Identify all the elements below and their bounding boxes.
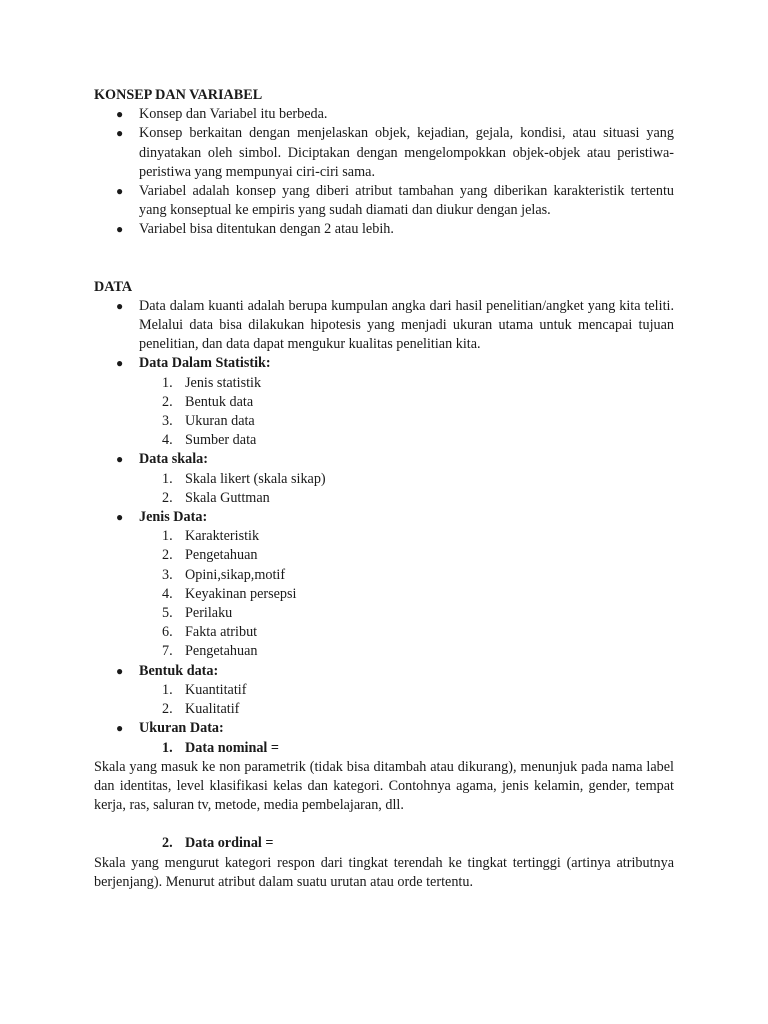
list-item: 1. Skala likert (skala sikap): [162, 470, 326, 487]
bullet-icon: ●: [116, 184, 124, 199]
spacer: [94, 815, 674, 834]
list-item: 1. Karakteristik: [162, 528, 260, 545]
list-item: 2. Data ordinal =: [162, 835, 274, 852]
data-bullet-list: [94, 297, 674, 374]
skala-bullet: [94, 450, 674, 469]
bentuk-bullet: [94, 662, 674, 681]
list-item: 6. Fakta atribut: [162, 624, 258, 641]
list-item: ● Jenis Data:: [94, 508, 674, 527]
list-item: ● Konsep berkaitan dengan menjelaskan objek, kejadian, gejala, kondisi, atau situasi yang dinyatakan oleh simbol. Diciptakan dengan mengelompokkan objek-objek atau peristiwa-peristiwa yang mempunyai ciri-ciri sama.: [116, 125, 674, 180]
section-title-konsep: KONSEP DAN VARIABEL: [94, 87, 263, 103]
statistik-numbered-list: [94, 374, 674, 451]
ukuran-bullet: [94, 719, 674, 738]
spacer: [94, 240, 674, 278]
list-item: 2. Skala Guttman: [162, 489, 270, 506]
bullet-icon: ●: [116, 356, 124, 371]
list-item: 2. Kualitatif: [162, 701, 240, 718]
list-item: ● Data dalam kuanti adalah berupa kumpulan angka dari hasil penelitian/angket yang kita teliti. Melalui data bisa dilakukan hipotesis yang menjadi ukuran utama untuk mencapai tujuan penelitian, dan data dapat mengukur kualitas penelitian kita.: [116, 297, 674, 353]
list-item: 3. Opini,sikap,motif: [162, 566, 286, 583]
bentuk-numbered-list: [94, 681, 674, 719]
list-item: 2. Bentuk data: [162, 393, 254, 410]
nominal-description: Skala yang masuk ke non parametrik (tidak bisa ditambah atau dikurang), menunjuk pada nama label dan identitas, level klasifikasi kelas dan kategori. Contohnya agama, jenis kelamin, gender, tempat kerja, ras, saluran tv, metode, media pembelajaran, dll.: [94, 758, 674, 814]
konsep-bullet-list: [94, 105, 674, 239]
bullet-icon: ●: [116, 107, 124, 122]
list-item: 1. Jenis statistik: [162, 374, 262, 391]
bullet-icon: ●: [116, 222, 124, 237]
list-item: ● Ukuran Data:: [94, 719, 674, 738]
list-item: 2. Pengetahuan: [162, 547, 258, 564]
skala-numbered-list: [94, 470, 674, 508]
list-item: 5. Perilaku: [162, 605, 233, 622]
jenis-bullet: [94, 508, 674, 527]
list-item: 4. Sumber data: [162, 432, 257, 449]
bullet-icon: ●: [116, 126, 124, 141]
bullet-icon: ●: [116, 298, 124, 313]
list-item: 7. Pengetahuan: [162, 643, 258, 660]
ukuran-ordinal-heading: [94, 834, 674, 853]
list-item: 4. Keyakinan persepsi: [162, 585, 297, 602]
list-item: ● Variabel adalah konsep yang diberi atribut tambahan yang diberikan karakteristik tertentu yang konseptual ke empiris yang sudah diamati dan diukur dengan jelas.: [116, 183, 674, 219]
list-item: ● Bentuk data:: [94, 662, 674, 681]
bullet-icon: ●: [116, 721, 124, 736]
list-item: ● Data skala:: [94, 450, 674, 469]
document-page: [94, 86, 674, 892]
bullet-icon: ●: [116, 510, 124, 525]
bullet-icon: ●: [116, 663, 124, 678]
list-item: ● Variabel bisa ditentukan dengan 2 atau lebih.: [94, 220, 674, 239]
jenis-numbered-list: [94, 527, 674, 661]
list-item: ● Data Dalam Statistik:: [94, 354, 674, 373]
list-item: 1. Kuantitatif: [162, 681, 247, 698]
bullet-icon: ●: [116, 452, 124, 467]
list-item: ● Konsep dan Variabel itu berbeda.: [94, 105, 674, 124]
section-title-data: DATA: [94, 278, 133, 295]
list-item: 1. Data nominal =: [162, 739, 280, 756]
list-item: 3. Ukuran data: [162, 413, 255, 430]
ukuran-nominal-heading: [94, 739, 674, 758]
ordinal-description: Skala yang mengurut kategori respon dari tingkat terendah ke tingkat tertinggi (artinya atributnya berjenjang). Menurut atribut dalam suatu urutan atau orde tertentu.: [94, 854, 674, 890]
